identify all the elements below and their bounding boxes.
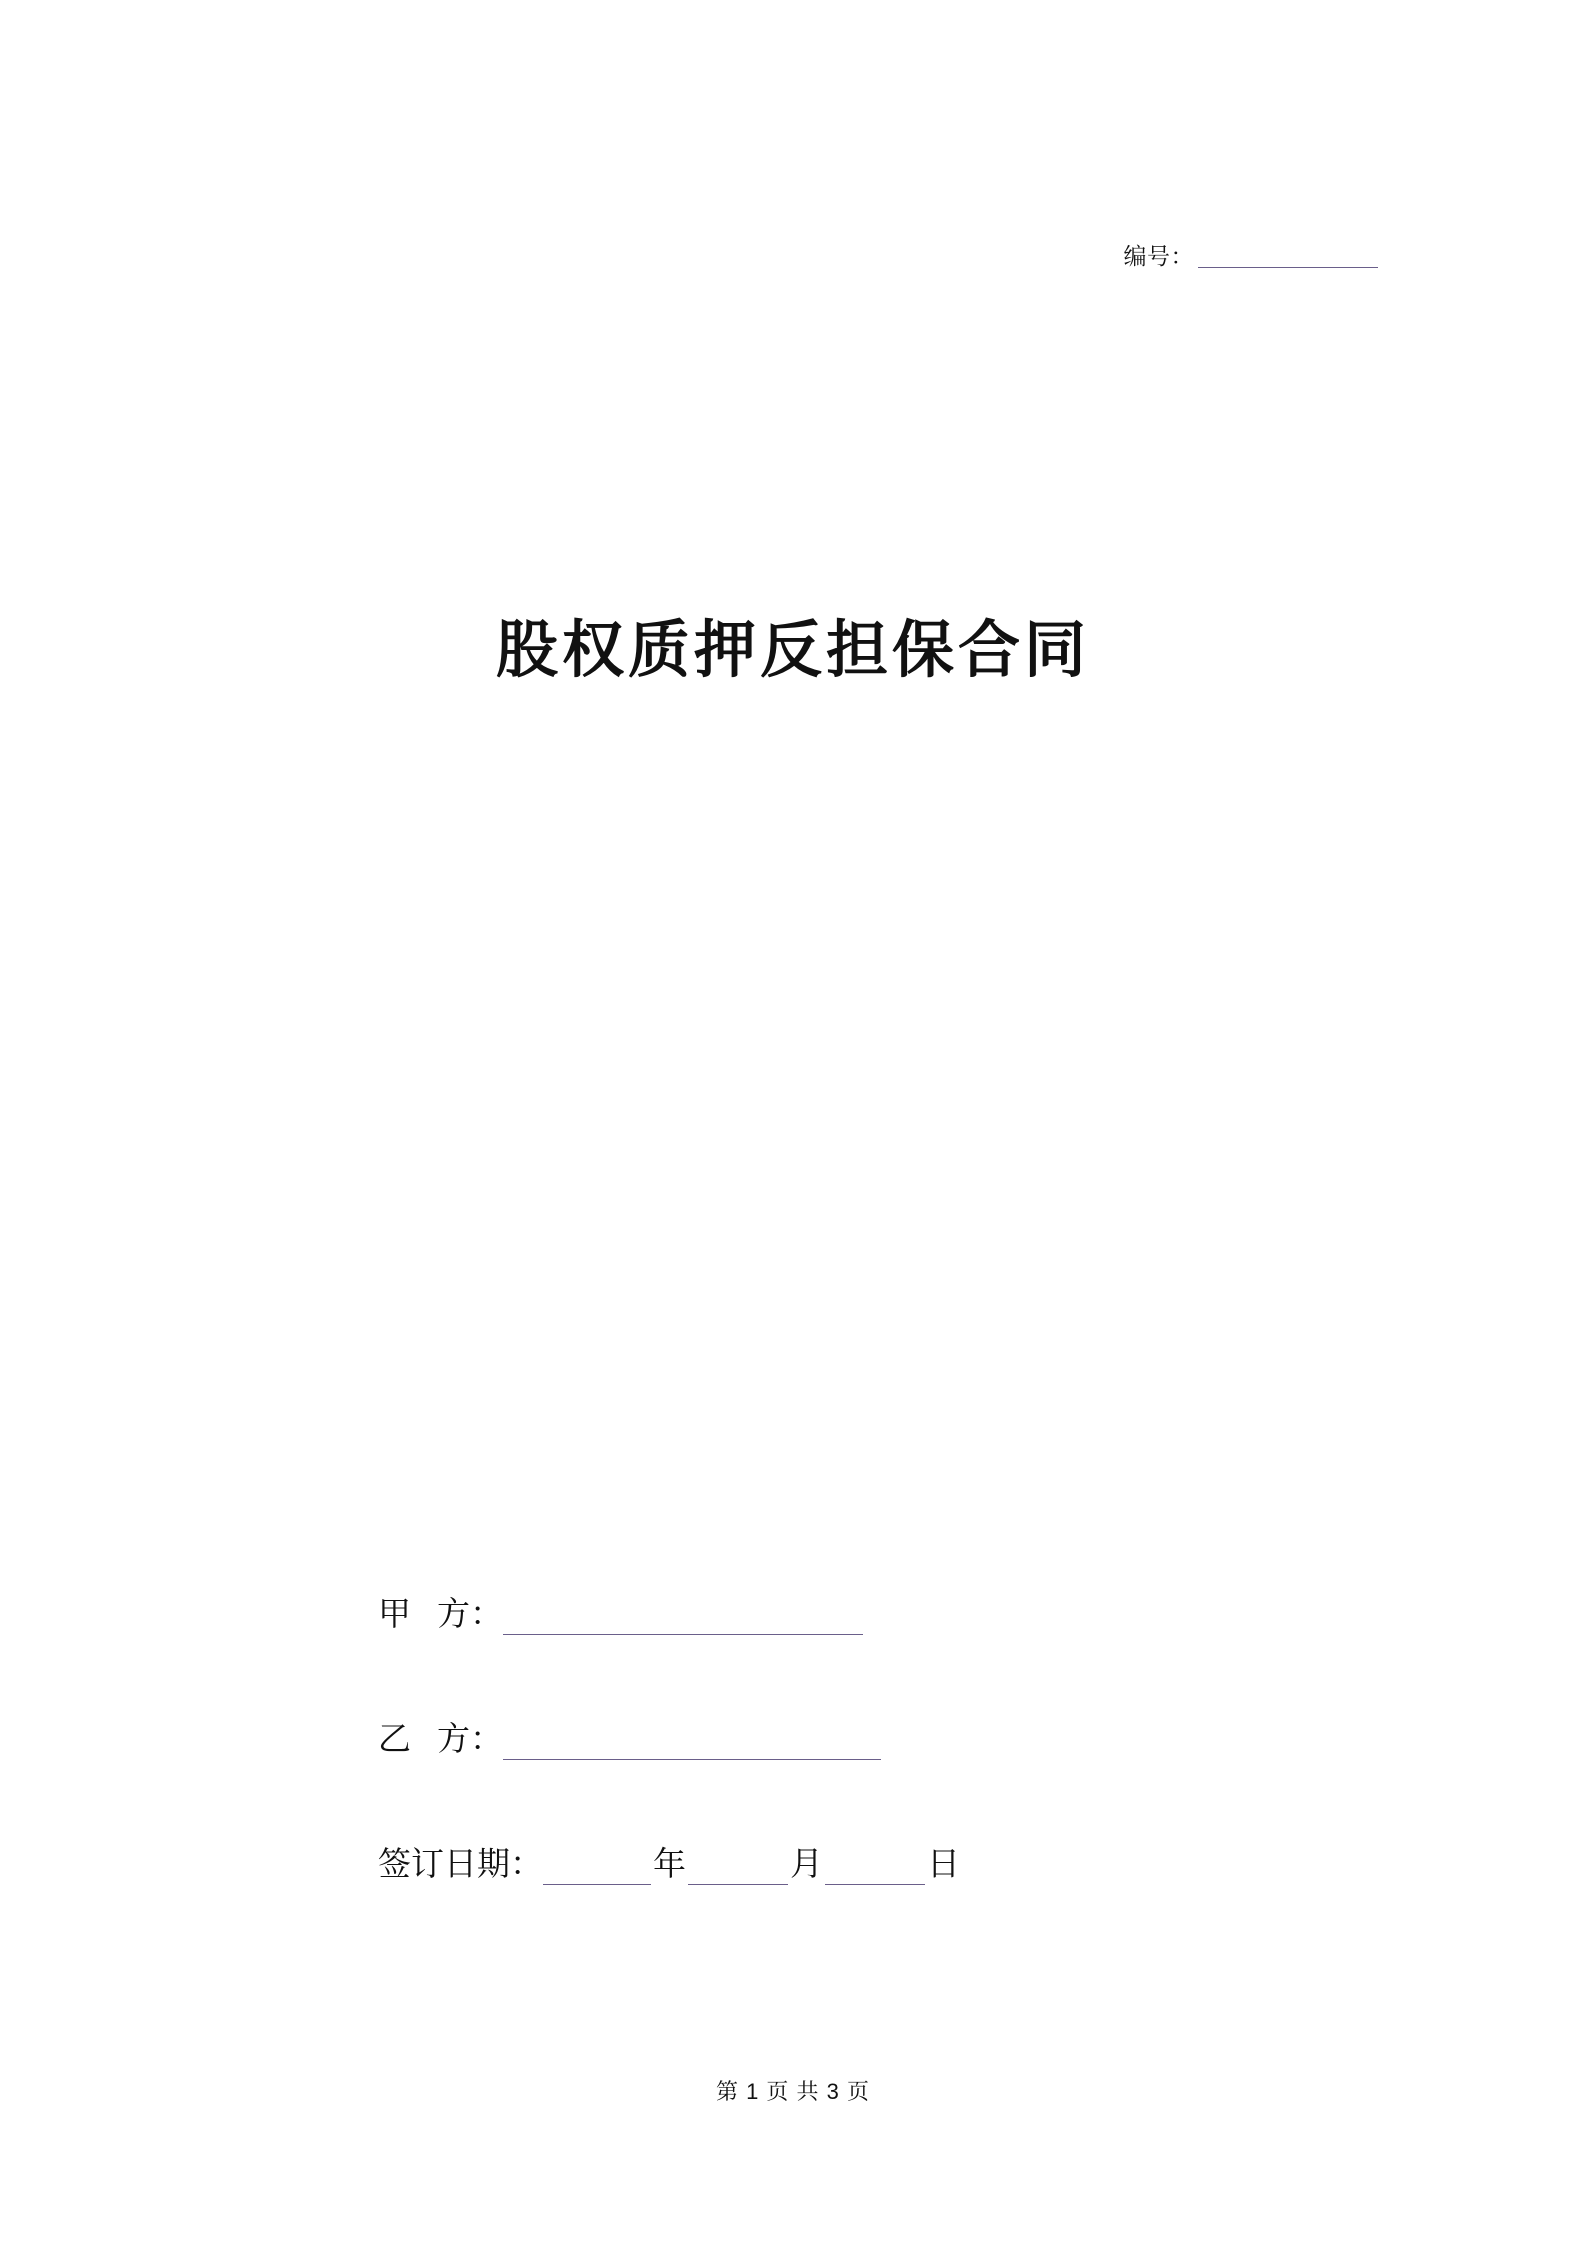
document-number-field xyxy=(1124,238,1379,271)
sign-date-day-blank[interactable] xyxy=(825,1854,925,1885)
sign-date-row xyxy=(378,1838,1278,1885)
signature-block xyxy=(378,1588,1278,1885)
page-footer: 第 1 页 共 3 页 xyxy=(715,2079,871,2104)
party-b-row xyxy=(378,1713,1278,1760)
party-b-label: 乙 方： xyxy=(378,1722,503,1758)
sign-date-day-unit: 日 xyxy=(927,1847,960,1883)
party-a-blank[interactable] xyxy=(503,1604,863,1635)
sign-date-year-blank[interactable] xyxy=(543,1854,651,1885)
document-number-blank[interactable] xyxy=(1198,267,1378,268)
party-b-blank[interactable] xyxy=(503,1729,881,1760)
page-title: 股权质押反担保合同 xyxy=(495,617,1090,685)
party-a-row xyxy=(378,1588,1278,1635)
sign-date-year-unit: 年 xyxy=(653,1847,686,1883)
sign-date-label: 签订日期： xyxy=(378,1847,543,1883)
sign-date-month-unit: 月 xyxy=(790,1847,823,1883)
sign-date-month-blank[interactable] xyxy=(688,1854,788,1885)
document-number-label: 编号： xyxy=(1123,243,1194,269)
party-a-label: 甲 方： xyxy=(378,1597,503,1633)
